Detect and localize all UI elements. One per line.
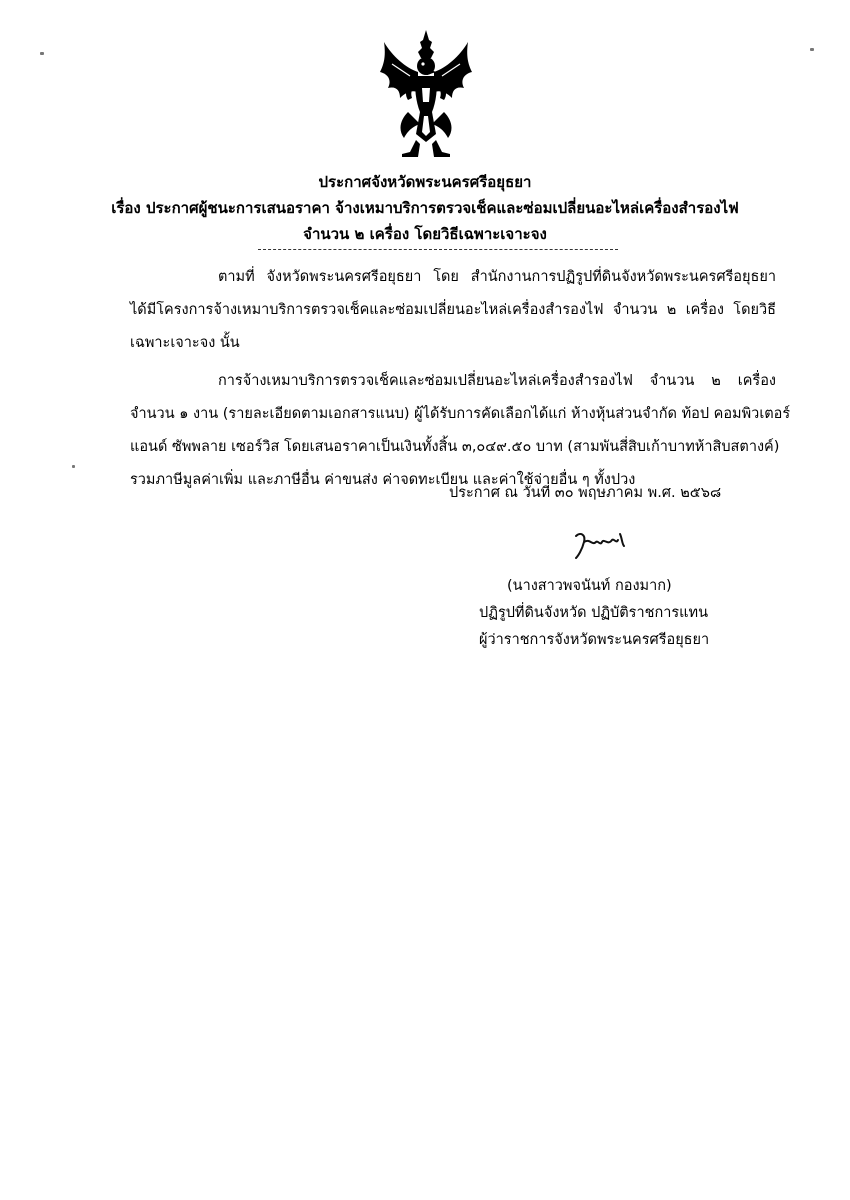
announcement-date: ประกาศ ณ วันที่ ๓๐ พฤษภาคม พ.ศ. ๒๕๖๘ (449, 485, 722, 501)
paragraph-line: เฉพาะเจาะจง นั้น (130, 335, 240, 351)
scan-speck (72, 465, 75, 468)
scan-speck (40, 52, 44, 55)
announcement-subject: เรื่อง ประกาศผู้ชนะการเสนอราคา จ้างเหมาบริการตรวจเช็คและซ่อมเปลี่ยนอะไหล่เครื่องสำรองไฟ (111, 199, 739, 217)
paragraph-line: ได้มีโครงการจ้างเหมาบริการตรวจเช็คและซ่อมเปลี่ยนอะไหล่เครื่องสำรองไฟ จำนวน ๒ เครื่อง โดยวิธี (130, 302, 776, 318)
paragraph-line: จำนวน ๑ งาน (รายละเอียดตามเอกสารแนบ) ผู้ได้รับการคัดเลือกได้แก่ ห้างหุ้นส่วนจำกัด ท้อป คอมพิวเตอร์ (130, 406, 791, 422)
paragraph-line: รวมภาษีมูลค่าเพิ่ม และภาษีอื่น ค่าขนส่ง ค่าจดทะเบียน และค่าใช้จ่ายอื่น ๆ ทั้งปวง (130, 472, 636, 488)
paragraph-line: การจ้างเหมาบริการตรวจเช็คและซ่อมเปลี่ยนอะไหล่เครื่องสำรองไฟ จำนวน ๒ เครื่อง (218, 373, 776, 389)
paragraph-background (130, 261, 776, 360)
paragraph-line: ตามที่ จังหวัดพระนครศรีอยุธยา โดย สำนักงานการปฏิรูปที่ดินจังหวัดพระนครศรีอยุธยา (218, 269, 776, 285)
scan-speck (810, 48, 814, 51)
handwritten-signature (570, 528, 630, 562)
paragraph-line: แอนด์ ซัพพลาย เซอร์วิส โดยเสนอราคาเป็นเงินทั้งสิ้น ๓,๐๔๙.๕๐ บาท (สามพันสี่สิบเก้าบาทห้าสิบสตางค์) (130, 439, 780, 455)
announcement-title: ประกาศจังหวัดพระนครศรีอยุธยา (318, 173, 532, 191)
announcement-subject-continued: จำนวน ๒ เครื่อง โดยวิธีเฉพาะเจาะจง (303, 225, 547, 243)
paragraph-award (130, 365, 791, 497)
signatory-position-on-behalf: ผู้ว่าราชการจังหวัดพระนครศรีอยุธยา (479, 632, 710, 648)
signatory-position: ปฏิรูปที่ดินจังหวัด ปฏิบัติราชการแทน (479, 605, 708, 621)
divider (258, 249, 618, 250)
signatory-name: (นางสาวพจนันท์ กองมาก) (507, 578, 672, 594)
garuda-emblem-icon (378, 28, 474, 158)
